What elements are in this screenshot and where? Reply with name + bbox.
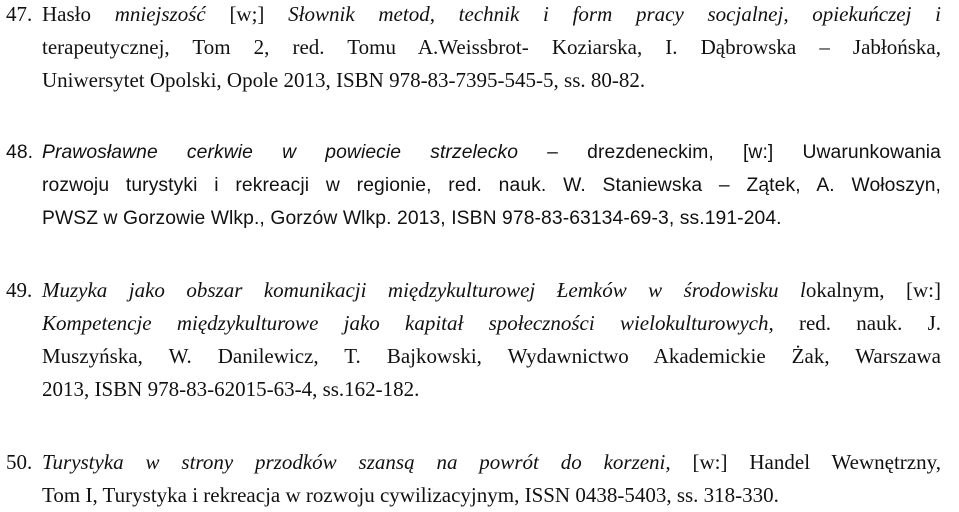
entry-47-title: mniejszość bbox=[114, 2, 206, 26]
entry-49-text-post: okalnym, [w:] bbox=[805, 278, 941, 302]
entry-48-line-3: PWSZ w Gorzowie Wlkp., Gorzów Wlkp. 2013, ISBN 978-83-63134-69-3, ss.191-204. bbox=[42, 208, 782, 229]
entry-47-text-mid: [w;] bbox=[205, 2, 289, 26]
entry-48-number: 48. bbox=[6, 142, 34, 163]
entry-49-title: Muzyka jako obszar komunikacji międzykulturowej Łemków w środowisku l bbox=[42, 278, 806, 302]
entry-50-text-post: [w:] Handel Wewnętrzny, bbox=[670, 450, 942, 474]
entry-49-number: 49. bbox=[6, 278, 33, 302]
entry-47-line-3: Uniwersytet Opolski, Opole 2013, ISBN 978-83-7395-545-5, ss. 80-82. bbox=[42, 68, 646, 92]
entry-50-line-2: Tom I, Turystyka i rekreacja w rozwoju cywilizacyjnym, ISSN 0438-5403, ss. 318-330. bbox=[42, 483, 779, 507]
entry-48-line-1 bbox=[6, 136, 941, 169]
entry-49-book-title: Kompetencje międzykulturowe jako kapitał społeczności wielokulturowych, bbox=[42, 311, 774, 335]
entry-49-line-4: 2013, ISBN 978-83-62015-63-4, ss.162-182. bbox=[42, 377, 420, 401]
bibliography-entry-50 bbox=[6, 446, 941, 512]
entry-49-line-2 bbox=[6, 307, 941, 340]
bibliography-entry-48 bbox=[6, 136, 941, 235]
entry-47-text-pre: Hasło bbox=[42, 2, 115, 26]
entry-50-line-1 bbox=[6, 446, 941, 479]
entry-49-line-1 bbox=[6, 274, 941, 307]
entry-48-text-post: – drezdeneckim, [w:] Uwarunkowania bbox=[518, 142, 941, 163]
entry-48-line-2: rozwoju turystyki i rekreacji w regionie, red. nauk. W. Staniewska – Zątek, A. Wołoszyn, bbox=[42, 175, 941, 196]
entry-47-number: 47. bbox=[6, 2, 33, 26]
entry-49-editors: red. nauk. J. bbox=[773, 311, 941, 335]
entry-47-line-1 bbox=[6, 0, 941, 31]
entry-49-line-3: Muszyńska, W. Danilewicz, T. Bajkowski, Wydawnictwo Akademickie Żak, Warszawa bbox=[42, 344, 941, 368]
entry-48-title: Prawosławne cerkwie w powiecie strzelecko bbox=[42, 142, 519, 163]
entry-47-title-2: Słownik metod, technik i form pracy socjalnej, opiekuńczej i bbox=[288, 2, 941, 26]
bibliography-entry-47 bbox=[6, 0, 941, 97]
bibliography-entry-49 bbox=[6, 274, 941, 406]
entry-50-number: 50. bbox=[6, 450, 33, 474]
entry-50-title: Turystyka w strony przodków szansą na powrót do korzeni, bbox=[42, 450, 671, 474]
entry-47-line-2: terapeutycznej, Tom 2, red. Tomu A.Weissbrot- Koziarska, I. Dąbrowska – Jabłońska, bbox=[42, 35, 941, 59]
